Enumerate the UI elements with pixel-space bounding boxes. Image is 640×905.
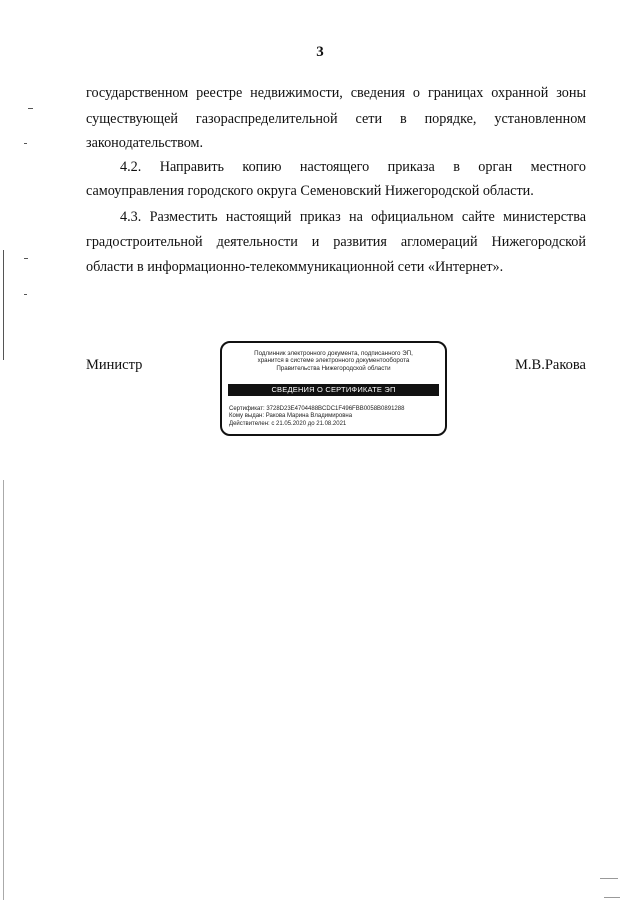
stamp-note <box>228 350 439 372</box>
stamp-note-line: хранится в системе электронного документооборота <box>257 357 410 365</box>
body-line-4: 4.2. Направить копию настоящего приказа в орган местного <box>120 159 586 175</box>
stamp-note-line: Подлинник электронного документа, подписанного ЭП, <box>254 350 413 357</box>
scan-dot <box>24 143 27 144</box>
signer-title: Министр <box>86 357 143 373</box>
stamp-valid-row <box>229 421 439 428</box>
scan-margin-line <box>3 480 4 900</box>
stamp-note-line: Правительства Нижегородской области <box>276 364 391 372</box>
stamp-certificate-value: 3728D23E4704488BCDC1F496FBB0058B0891288 <box>266 406 405 412</box>
e-signature-stamp <box>220 341 447 436</box>
stamp-certificate-row <box>229 406 439 413</box>
page-number: 3 <box>316 44 324 60</box>
signer-name: М.В.Ракова <box>515 357 586 373</box>
scan-dot <box>24 258 28 259</box>
body-line-6: 4.3. Разместить настоящий приказ на официальном сайте министерства <box>120 209 586 225</box>
stamp-valid-value: с 21.05.2020 до 21.08.2021 <box>271 420 347 427</box>
body-line-1: государственном реестре недвижимости, сведения о границах охранной зоны <box>86 85 586 101</box>
stamp-valid-label: Действителен: <box>229 420 270 427</box>
body-line-2: существующей газораспределительной сети в порядке, установленном <box>86 111 586 127</box>
stamp-issued-value: Ракова Марина Владимировна <box>265 413 353 420</box>
scan-margin-line <box>3 250 4 360</box>
body-line-5: самоуправления городского округа Семеновский Нижегородской области. <box>86 183 534 199</box>
scan-dot <box>604 897 620 898</box>
scan-dot <box>24 294 27 295</box>
body-line-8: области в информационно-телекоммуникационной сети «Интернет». <box>86 259 504 275</box>
scan-dot <box>28 108 33 109</box>
stamp-details <box>229 406 439 428</box>
stamp-issued-label: Кому выдан: <box>229 413 265 420</box>
body-line-3: законодательством. <box>86 135 204 151</box>
body-line-7: градостроительной деятельности и развития агломераций Нижегородской <box>86 234 586 250</box>
scan-dot <box>600 878 618 879</box>
stamp-issued-row <box>229 413 439 420</box>
stamp-certificate-label: Сертификат: <box>229 406 265 412</box>
stamp-header: СВЕДЕНИЯ О СЕРТИФИКАТЕ ЭП <box>228 384 439 396</box>
